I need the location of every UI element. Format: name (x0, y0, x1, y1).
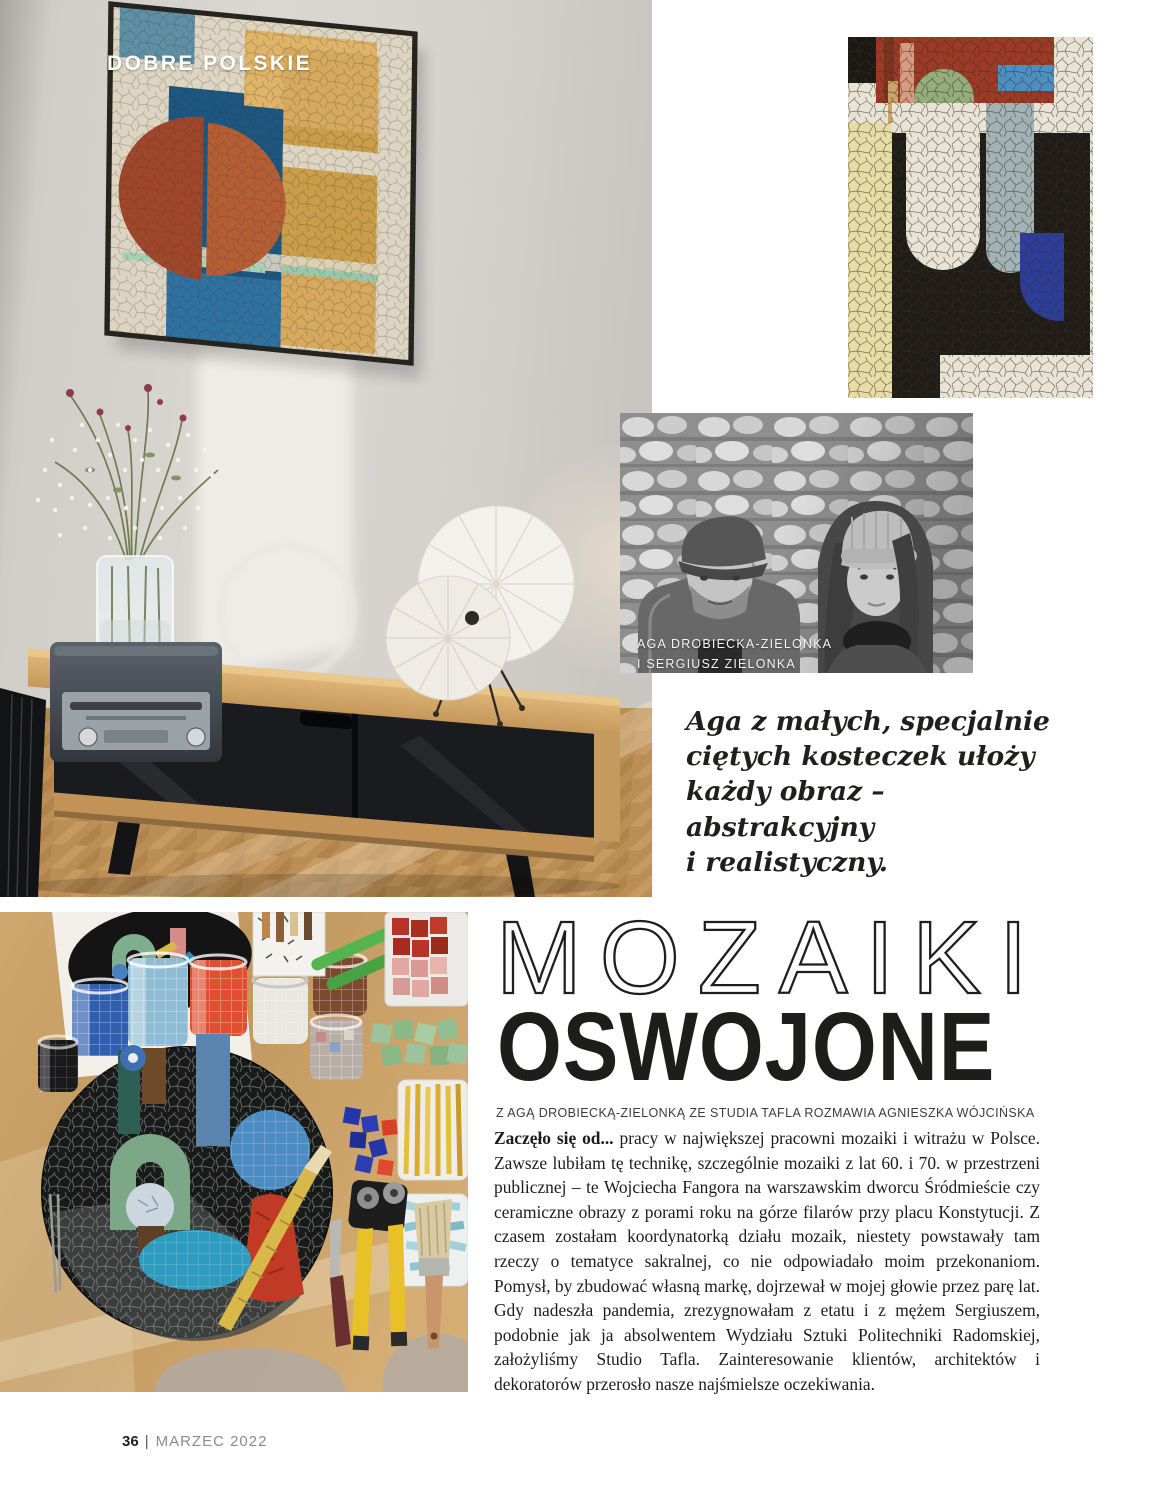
tile-jar-mixed (310, 1015, 363, 1080)
tile-jar-lightblue (128, 953, 188, 1046)
nipper-handle (388, 1224, 406, 1344)
pull-quote-line: Aga z małych, specjalnie (686, 706, 1050, 737)
crackle-ball (126, 1183, 174, 1231)
mosaic-artwork-photo (848, 37, 1093, 398)
yellow-stick-tray (398, 1080, 468, 1180)
pull-quote-line: ciętych kosteczek ułoży (686, 741, 1035, 773)
article-title-line1: MOZAIKI (496, 900, 1046, 1015)
portrait-caption-line1: AGA DROBIECKA-ZIELONKA (637, 637, 833, 651)
article-lead-in: Zaczęło się od... (494, 1128, 614, 1148)
page-footer (122, 1433, 267, 1450)
issue-label: MARZEC 2022 (155, 1433, 268, 1450)
pull-quote-line: i realistyczny. (686, 846, 889, 878)
article-body (494, 1126, 1040, 1397)
pull-quote-line: każdy obraz – abstrakcyjny (686, 776, 885, 843)
footer-separator: | (144, 1433, 150, 1450)
tile-jar-blue (72, 979, 128, 1056)
tile-jar-white (253, 973, 308, 1044)
lamp-disc-front (386, 576, 510, 700)
section-badge: DOBRE POLSKIE (107, 52, 313, 75)
red-tile-tray (385, 912, 468, 1006)
vinyl-records (0, 688, 46, 897)
article-body-text: pracy w największej pracowni mozaiki i witrażu w Polsce. Zawsze lubiłam tę technikę, szczególnie mozaiki z lat 60. i 70. w przestrzeni publicznej – te Wojciecha Fangora na warszawskim dworcu Śródmieście czy ceramiczne obrazy z porami roku na górze filarów przy placu Konstytucji. Z czasem zostałam koordynatorką działu mozaik, niestety powstawały tam rzeczy o tematyce sakralnej, co nie odpowiadało moim przekonaniom. Pomysł, by zbudować własną markę, dojrzewał w mojej głowie przez parę lat. Gdy nadeszła pandemia, zrezygnowałam z etatu i z mężem Sergiuszem, podobnie jak ja absolwentem Wydziału Sztuki Politechniki Radomskiej, założyliśmy Studio Tafla. Zainteresowanie klientów, architektów i dekoratorów przerosło nasze najśmielsze oczekiwania. (494, 1128, 1041, 1394)
article-kicker: Z AGĄ DROBIECKĄ-ZIELONKĄ ZE STUDIA TAFLA ROZMAWIA AGNIESZKA WÓJCIŃSKA (496, 1106, 1035, 1120)
page-number: 36 (122, 1433, 139, 1450)
workshop-photo (0, 912, 468, 1392)
portrait-caption-line2: I SERGIUSZ ZIELONKA (637, 657, 796, 671)
woman-portrait (818, 501, 933, 673)
radio (50, 642, 222, 762)
tile-jar-black (38, 1036, 78, 1092)
portrait-caption (637, 634, 832, 674)
pull-quote (686, 704, 1058, 880)
article-title-line2: OSWOJONE (497, 992, 996, 1101)
tile-jar-red (190, 955, 247, 1036)
room-photo (0, 0, 652, 897)
